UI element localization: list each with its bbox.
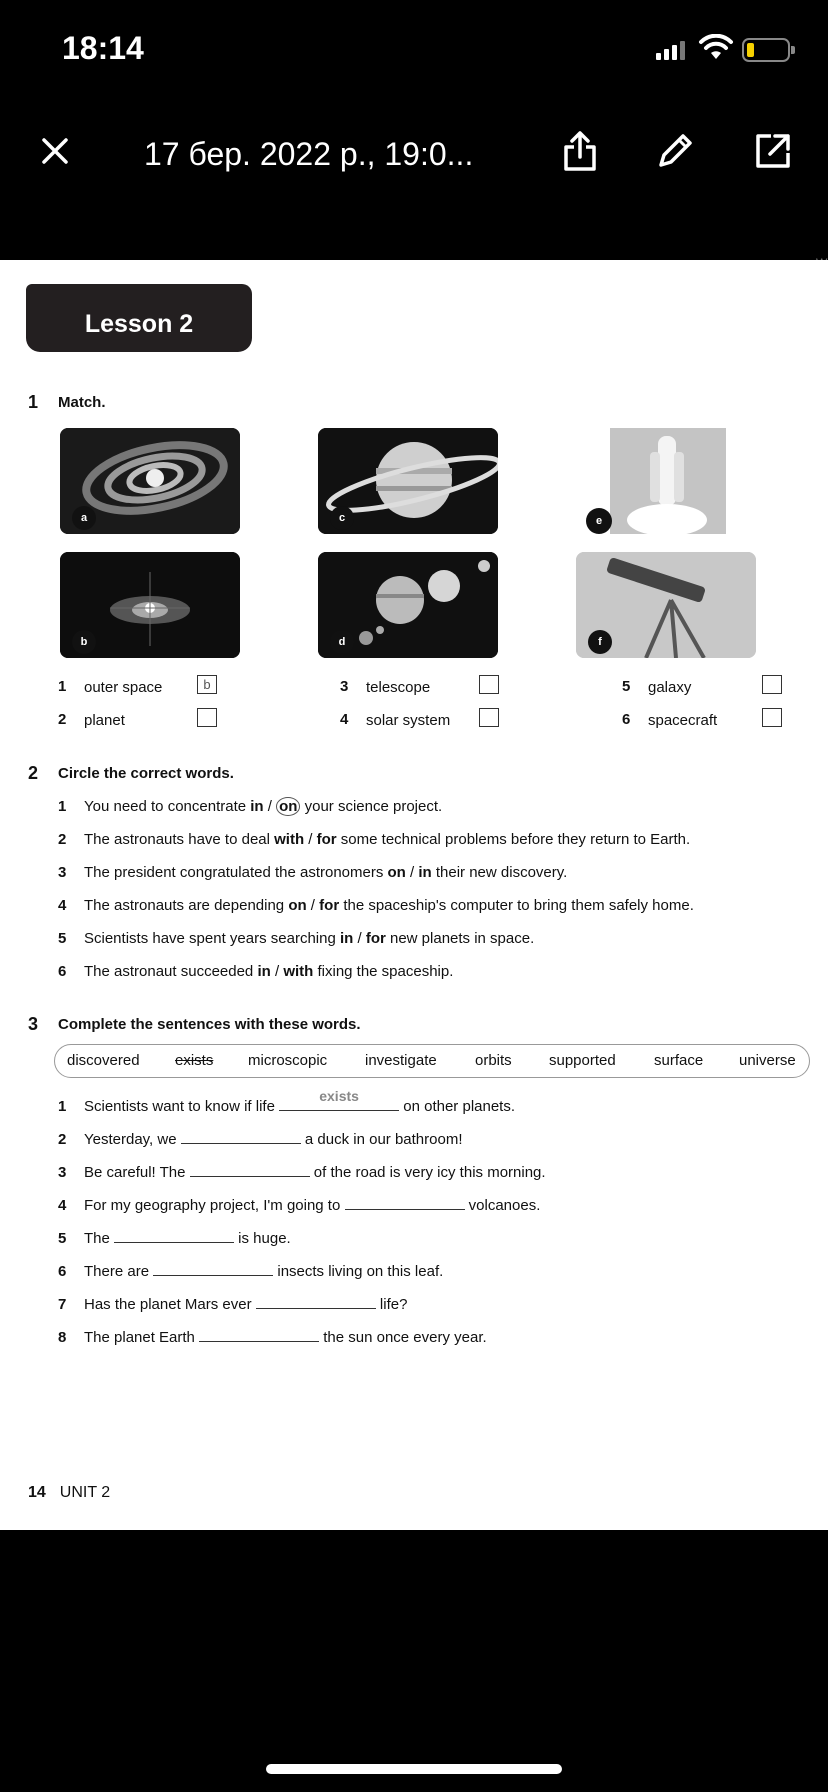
status-bar: [0, 0, 828, 100]
answer-blank[interactable]: [345, 1195, 465, 1210]
page-number: 14: [28, 1484, 46, 1501]
answer-box[interactable]: [762, 675, 782, 694]
item-number: 3: [340, 678, 349, 695]
unit-label: UNIT 2: [59, 1484, 111, 1501]
sentence: 5 Scientists have spent years searching in / for new planets in space.: [58, 930, 535, 947]
sentence: 6 The astronaut succeeded in / with fixing the spaceship.: [58, 963, 454, 980]
word-bank-item: surface: [654, 1052, 704, 1069]
galaxy-photo: [60, 428, 240, 534]
word-bank-item: supported: [549, 1052, 616, 1069]
word-bank-item: universe: [739, 1052, 796, 1069]
answer-blank[interactable]: [153, 1261, 273, 1276]
gap-sentence: 8 The planet Earth the sun once every year.: [58, 1329, 487, 1346]
answer-box[interactable]: [762, 708, 782, 727]
home-indicator[interactable]: [266, 1764, 562, 1774]
circled-option[interactable]: on: [276, 797, 300, 816]
photo-label: b: [72, 630, 96, 654]
photo-label: f: [588, 630, 612, 654]
page-footer: [28, 1484, 110, 1502]
option-word[interactable]: on: [288, 897, 307, 914]
exercise-number: 1: [28, 392, 39, 412]
option-word[interactable]: with: [283, 963, 314, 980]
answer-blank[interactable]: [190, 1162, 310, 1177]
gap-sentence: 1 Scientists want to know if life exists on other planets.: [58, 1088, 516, 1115]
edit-button[interactable]: [650, 126, 700, 176]
document-title: 17 бер. 2022 р., 19:0...: [144, 136, 474, 172]
exercise-number: 2: [28, 763, 39, 783]
option-word[interactable]: in: [250, 798, 264, 815]
option-word[interactable]: in: [339, 930, 354, 947]
word-bank-item: orbits: [475, 1052, 512, 1069]
item-number: 1: [58, 678, 67, 695]
gap-sentence: 6 There are insects living on this leaf.: [58, 1263, 444, 1280]
photo-label: a: [72, 506, 96, 530]
answer-blank[interactable]: [199, 1327, 319, 1342]
option-word[interactable]: for: [316, 831, 337, 848]
word-bank-item: discovered: [67, 1052, 140, 1069]
word-bank-item: microscopic: [248, 1052, 328, 1069]
battery-icon: [742, 38, 790, 62]
photo-label: d: [330, 630, 354, 654]
answer-blank[interactable]: [114, 1228, 234, 1243]
gap-sentence: 5 The is huge.: [58, 1230, 291, 1247]
sentence: 2 The astronauts have to deal with / for some technical problems before they return to Earth.: [58, 831, 691, 848]
option-word[interactable]: in: [418, 864, 432, 881]
match-word: galaxy: [648, 679, 692, 696]
answer-box[interactable]: b: [197, 675, 217, 694]
option-word[interactable]: for: [319, 897, 340, 914]
match-word: telescope: [366, 679, 431, 696]
option-word[interactable]: in: [257, 963, 271, 980]
close-icon: [40, 136, 70, 166]
exercise-title: Circle the correct words.: [58, 765, 234, 782]
gap-sentence: 4 For my geography project, I'm going to volcanoes.: [58, 1197, 541, 1214]
match-word: planet: [84, 712, 125, 729]
saturn-photo: [318, 428, 498, 534]
close-button[interactable]: [30, 126, 80, 176]
space-shuttle-photo: [610, 428, 726, 534]
answer-box[interactable]: [197, 708, 217, 727]
match-word: spacecraft: [648, 712, 718, 729]
word-bank-item: investigate: [365, 1052, 437, 1069]
telescope-photo: [576, 552, 756, 658]
item-number: 2: [58, 711, 67, 728]
wifi-icon: [698, 34, 734, 62]
exercise-title: Complete the sentences with these words.: [58, 1016, 361, 1033]
viewer-toolbar: [0, 110, 828, 194]
status-time: 18:14: [62, 30, 144, 66]
open-external-icon: [753, 131, 793, 171]
photo-label: e: [586, 508, 612, 534]
cellular-signal-icon: [654, 38, 688, 62]
option-word[interactable]: with: [274, 831, 305, 848]
gap-sentence: 2 Yesterday, we a duck in our bathroom!: [58, 1131, 463, 1148]
pencil-icon: [655, 131, 695, 171]
sentence: 4 The astronauts are depending on / for the spaceship's computer to bring them safely home.: [58, 897, 694, 914]
outer-space-photo: [60, 552, 240, 658]
exercise-title: Match.: [58, 394, 106, 411]
gap-sentence: 3 Be careful! The of the road is very icy this morning.: [58, 1164, 546, 1181]
answer-blank[interactable]: exists: [279, 1096, 399, 1111]
open-external-button[interactable]: [748, 126, 798, 176]
answer-blank[interactable]: [181, 1129, 301, 1144]
match-word: solar system: [366, 712, 451, 729]
answer-box[interactable]: [479, 708, 499, 727]
word-bank-item-used: exists: [175, 1052, 214, 1069]
share-icon: [562, 129, 598, 173]
gap-sentence: 7 Has the planet Mars ever life?: [58, 1296, 408, 1313]
exercise-number: 3: [28, 1014, 39, 1034]
word-bank: [54, 1044, 810, 1078]
item-number: 6: [622, 711, 631, 728]
item-number: 4: [340, 711, 349, 728]
sentence: 1 You need to concentrate in / on your science project.: [58, 798, 443, 815]
answer-box[interactable]: [479, 675, 499, 694]
sentence: 3 The president congratulated the astronomers on / in their new discovery.: [58, 864, 568, 881]
share-button[interactable]: [555, 126, 605, 176]
answer-blank[interactable]: [256, 1294, 376, 1309]
option-word[interactable]: for: [365, 930, 386, 947]
option-word[interactable]: on: [387, 864, 406, 881]
item-number: 5: [622, 678, 631, 695]
lesson-heading: Lesson 2: [26, 284, 252, 352]
match-word: outer space: [84, 679, 163, 696]
photo-label: c: [330, 506, 354, 530]
document-page[interactable]: [0, 260, 828, 1530]
solar-system-photo: [318, 552, 498, 658]
